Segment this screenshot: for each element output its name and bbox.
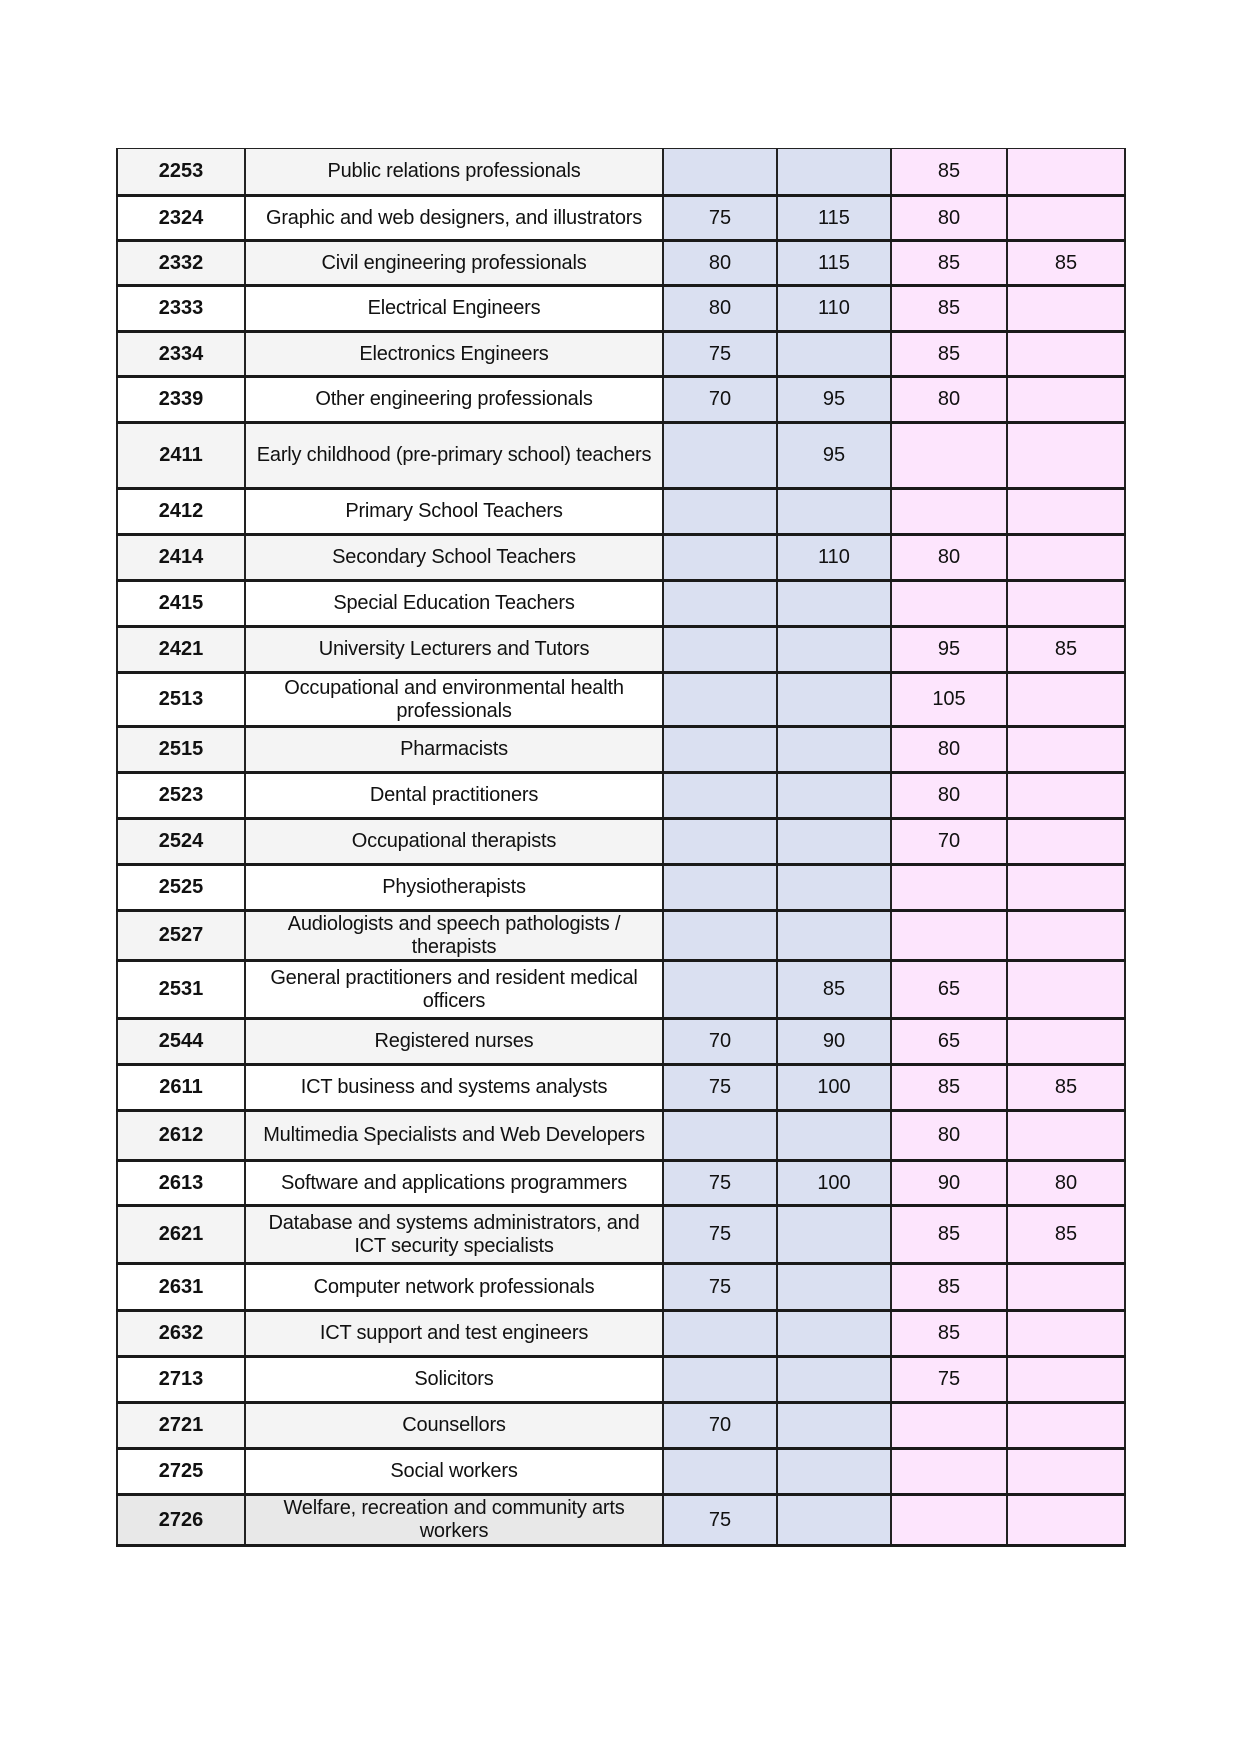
value-col-3	[891, 865, 1007, 911]
value-col-4	[1007, 819, 1125, 865]
value-col-3: 75	[891, 1357, 1007, 1403]
value-col-2: 110	[777, 535, 891, 581]
value-col-2: 100	[777, 1161, 891, 1206]
occupation-code: 2412	[117, 489, 245, 535]
value-col-3: 85	[891, 241, 1007, 286]
occupation-title: Special Education Teachers	[245, 581, 663, 627]
occupation-title: Early childhood (pre-primary school) teachers	[245, 423, 663, 489]
value-col-4	[1007, 423, 1125, 489]
occupation-code: 2531	[117, 961, 245, 1019]
value-col-2	[777, 1206, 891, 1264]
value-col-2: 95	[777, 423, 891, 489]
value-col-3: 80	[891, 196, 1007, 241]
value-col-1	[663, 1111, 777, 1161]
value-col-2	[777, 627, 891, 673]
table-row	[117, 1357, 1125, 1403]
value-col-1: 70	[663, 377, 777, 423]
value-col-2	[777, 1495, 891, 1546]
value-col-3: 65	[891, 1019, 1007, 1065]
table-row	[117, 1206, 1125, 1264]
occupation-title: Multimedia Specialists and Web Developers	[245, 1111, 663, 1161]
value-col-3	[891, 423, 1007, 489]
occupation-title: Welfare, recreation and community arts workers	[245, 1495, 663, 1546]
table-row	[117, 1111, 1125, 1161]
value-col-1: 75	[663, 1206, 777, 1264]
occupation-title: Dental practitioners	[245, 773, 663, 819]
occupation-title: Occupational and environmental health professionals	[245, 673, 663, 727]
occupation-title: Other engineering professionals	[245, 377, 663, 423]
table-row	[117, 1264, 1125, 1311]
value-col-4: 85	[1007, 627, 1125, 673]
value-col-1	[663, 911, 777, 961]
value-col-2	[777, 1449, 891, 1495]
occupation-title: Physiotherapists	[245, 865, 663, 911]
table-row	[117, 1311, 1125, 1357]
table-row	[117, 627, 1125, 673]
value-col-4	[1007, 1403, 1125, 1449]
table-row	[117, 489, 1125, 535]
value-col-4	[1007, 1449, 1125, 1495]
value-col-3: 85	[891, 1065, 1007, 1111]
occupation-title: Public relations professionals	[245, 149, 663, 196]
value-col-2	[777, 773, 891, 819]
table-row	[117, 581, 1125, 627]
value-col-1: 75	[663, 332, 777, 377]
value-col-2	[777, 1311, 891, 1357]
table-row	[117, 961, 1125, 1019]
occupation-title: Database and systems administrators, and ICT security specialists	[245, 1206, 663, 1264]
occupation-code: 2544	[117, 1019, 245, 1065]
value-col-2: 115	[777, 241, 891, 286]
value-col-1: 75	[663, 1495, 777, 1546]
table-row	[117, 1019, 1125, 1065]
occupation-code: 2253	[117, 149, 245, 196]
value-col-4: 85	[1007, 241, 1125, 286]
value-col-2: 115	[777, 196, 891, 241]
occupation-code: 2621	[117, 1206, 245, 1264]
value-col-2	[777, 149, 891, 196]
occupation-code: 2332	[117, 241, 245, 286]
occupation-title: Audiologists and speech pathologists / therapists	[245, 911, 663, 961]
value-col-1	[663, 961, 777, 1019]
value-col-3	[891, 1495, 1007, 1546]
occupation-code: 2726	[117, 1495, 245, 1546]
value-col-3: 85	[891, 332, 1007, 377]
value-col-4: 85	[1007, 1065, 1125, 1111]
value-col-4: 85	[1007, 1206, 1125, 1264]
value-col-4	[1007, 377, 1125, 423]
occupation-code: 2513	[117, 673, 245, 727]
value-col-1: 75	[663, 196, 777, 241]
table-row	[117, 535, 1125, 581]
occupation-code: 2613	[117, 1161, 245, 1206]
occupation-title: Solicitors	[245, 1357, 663, 1403]
occupation-title: Pharmacists	[245, 727, 663, 773]
value-col-3: 85	[891, 149, 1007, 196]
value-col-3: 80	[891, 1111, 1007, 1161]
value-col-3: 70	[891, 819, 1007, 865]
occupation-code: 2713	[117, 1357, 245, 1403]
value-col-4	[1007, 1019, 1125, 1065]
value-col-1	[663, 1311, 777, 1357]
value-col-3: 85	[891, 1206, 1007, 1264]
occupation-title: Software and applications programmers	[245, 1161, 663, 1206]
table-row	[117, 1065, 1125, 1111]
occupation-code: 2611	[117, 1065, 245, 1111]
value-col-2	[777, 911, 891, 961]
value-col-3	[891, 911, 1007, 961]
value-col-4	[1007, 332, 1125, 377]
value-col-3: 80	[891, 377, 1007, 423]
value-col-1	[663, 727, 777, 773]
value-col-2: 110	[777, 286, 891, 332]
occupation-code: 2333	[117, 286, 245, 332]
value-col-4	[1007, 773, 1125, 819]
value-col-1	[663, 819, 777, 865]
table-row	[117, 332, 1125, 377]
occupation-title: ICT support and test engineers	[245, 1311, 663, 1357]
occupation-code: 2721	[117, 1403, 245, 1449]
value-col-2	[777, 489, 891, 535]
occupation-title: Civil engineering professionals	[245, 241, 663, 286]
value-col-1	[663, 627, 777, 673]
value-col-1	[663, 489, 777, 535]
occupation-code: 2525	[117, 865, 245, 911]
value-col-2: 100	[777, 1065, 891, 1111]
value-col-3: 85	[891, 286, 1007, 332]
occupation-title: Graphic and web designers, and illustrators	[245, 196, 663, 241]
occupation-title: General practitioners and resident medical officers	[245, 961, 663, 1019]
value-col-4	[1007, 1111, 1125, 1161]
occupation-title: Primary School Teachers	[245, 489, 663, 535]
table-body	[117, 149, 1125, 1546]
value-col-3	[891, 1449, 1007, 1495]
table-row	[117, 1403, 1125, 1449]
value-col-2	[777, 1357, 891, 1403]
value-col-3: 85	[891, 1311, 1007, 1357]
occupation-code: 2523	[117, 773, 245, 819]
occupation-title: Electrical Engineers	[245, 286, 663, 332]
value-col-4	[1007, 535, 1125, 581]
value-col-2	[777, 581, 891, 627]
occupation-code: 2527	[117, 911, 245, 961]
occupation-title: University Lecturers and Tutors	[245, 627, 663, 673]
occupation-code: 2411	[117, 423, 245, 489]
value-col-3: 65	[891, 961, 1007, 1019]
table-row	[117, 241, 1125, 286]
occupation-title: Secondary School Teachers	[245, 535, 663, 581]
value-col-2	[777, 332, 891, 377]
occupation-code: 2524	[117, 819, 245, 865]
value-col-2: 95	[777, 377, 891, 423]
value-col-2	[777, 819, 891, 865]
occupation-title: Electronics Engineers	[245, 332, 663, 377]
table-row	[117, 911, 1125, 961]
occupation-code: 2334	[117, 332, 245, 377]
value-col-4	[1007, 673, 1125, 727]
value-col-4	[1007, 196, 1125, 241]
table-row	[117, 423, 1125, 489]
table-row	[117, 286, 1125, 332]
value-col-1: 80	[663, 286, 777, 332]
occupation-title: Occupational therapists	[245, 819, 663, 865]
occupation-code: 2612	[117, 1111, 245, 1161]
value-col-3	[891, 581, 1007, 627]
value-col-3: 105	[891, 673, 1007, 727]
table-row	[117, 673, 1125, 727]
value-col-2	[777, 727, 891, 773]
value-col-1	[663, 673, 777, 727]
table-row	[117, 773, 1125, 819]
value-col-3	[891, 1403, 1007, 1449]
value-col-3: 85	[891, 1264, 1007, 1311]
value-col-4	[1007, 1357, 1125, 1403]
value-col-2	[777, 1264, 891, 1311]
value-col-1	[663, 581, 777, 627]
value-col-1: 75	[663, 1065, 777, 1111]
occupation-title: Computer network professionals	[245, 1264, 663, 1311]
occupation-code: 2324	[117, 196, 245, 241]
value-col-1: 75	[663, 1264, 777, 1311]
value-col-1: 80	[663, 241, 777, 286]
value-col-2	[777, 673, 891, 727]
value-col-4	[1007, 1311, 1125, 1357]
occupation-code: 2421	[117, 627, 245, 673]
value-col-3: 80	[891, 773, 1007, 819]
occupation-code: 2725	[117, 1449, 245, 1495]
value-col-4	[1007, 911, 1125, 961]
table-row	[117, 196, 1125, 241]
value-col-4	[1007, 286, 1125, 332]
value-col-1	[663, 865, 777, 911]
value-col-3: 80	[891, 727, 1007, 773]
table-row	[117, 1449, 1125, 1495]
table-row	[117, 1495, 1125, 1546]
value-col-4	[1007, 1495, 1125, 1546]
value-col-1: 70	[663, 1019, 777, 1065]
occupation-title: ICT business and systems analysts	[245, 1065, 663, 1111]
value-col-3: 80	[891, 535, 1007, 581]
table-row	[117, 149, 1125, 196]
occupation-code: 2631	[117, 1264, 245, 1311]
value-col-1	[663, 535, 777, 581]
value-col-1	[663, 1449, 777, 1495]
value-col-4	[1007, 865, 1125, 911]
value-col-4	[1007, 489, 1125, 535]
value-col-1: 75	[663, 1161, 777, 1206]
occupation-code: 2632	[117, 1311, 245, 1357]
value-col-1	[663, 149, 777, 196]
value-col-4	[1007, 727, 1125, 773]
value-col-2	[777, 1403, 891, 1449]
occupation-title: Social workers	[245, 1449, 663, 1495]
occupation-code: 2414	[117, 535, 245, 581]
value-col-1	[663, 1357, 777, 1403]
table-row	[117, 727, 1125, 773]
table-row	[117, 377, 1125, 423]
value-col-4	[1007, 961, 1125, 1019]
value-col-3	[891, 489, 1007, 535]
occupation-table	[116, 148, 1126, 1547]
value-col-2: 85	[777, 961, 891, 1019]
table-row	[117, 865, 1125, 911]
occupation-title: Registered nurses	[245, 1019, 663, 1065]
value-col-2	[777, 865, 891, 911]
value-col-1	[663, 773, 777, 819]
value-col-2	[777, 1111, 891, 1161]
occupation-title: Counsellors	[245, 1403, 663, 1449]
table-row	[117, 819, 1125, 865]
occupation-code: 2515	[117, 727, 245, 773]
value-col-2: 90	[777, 1019, 891, 1065]
value-col-4: 80	[1007, 1161, 1125, 1206]
occupation-code: 2339	[117, 377, 245, 423]
value-col-4	[1007, 149, 1125, 196]
value-col-4	[1007, 1264, 1125, 1311]
value-col-3: 95	[891, 627, 1007, 673]
occupation-code: 2415	[117, 581, 245, 627]
value-col-1	[663, 423, 777, 489]
value-col-1: 70	[663, 1403, 777, 1449]
value-col-3: 90	[891, 1161, 1007, 1206]
value-col-4	[1007, 581, 1125, 627]
table-row	[117, 1161, 1125, 1206]
